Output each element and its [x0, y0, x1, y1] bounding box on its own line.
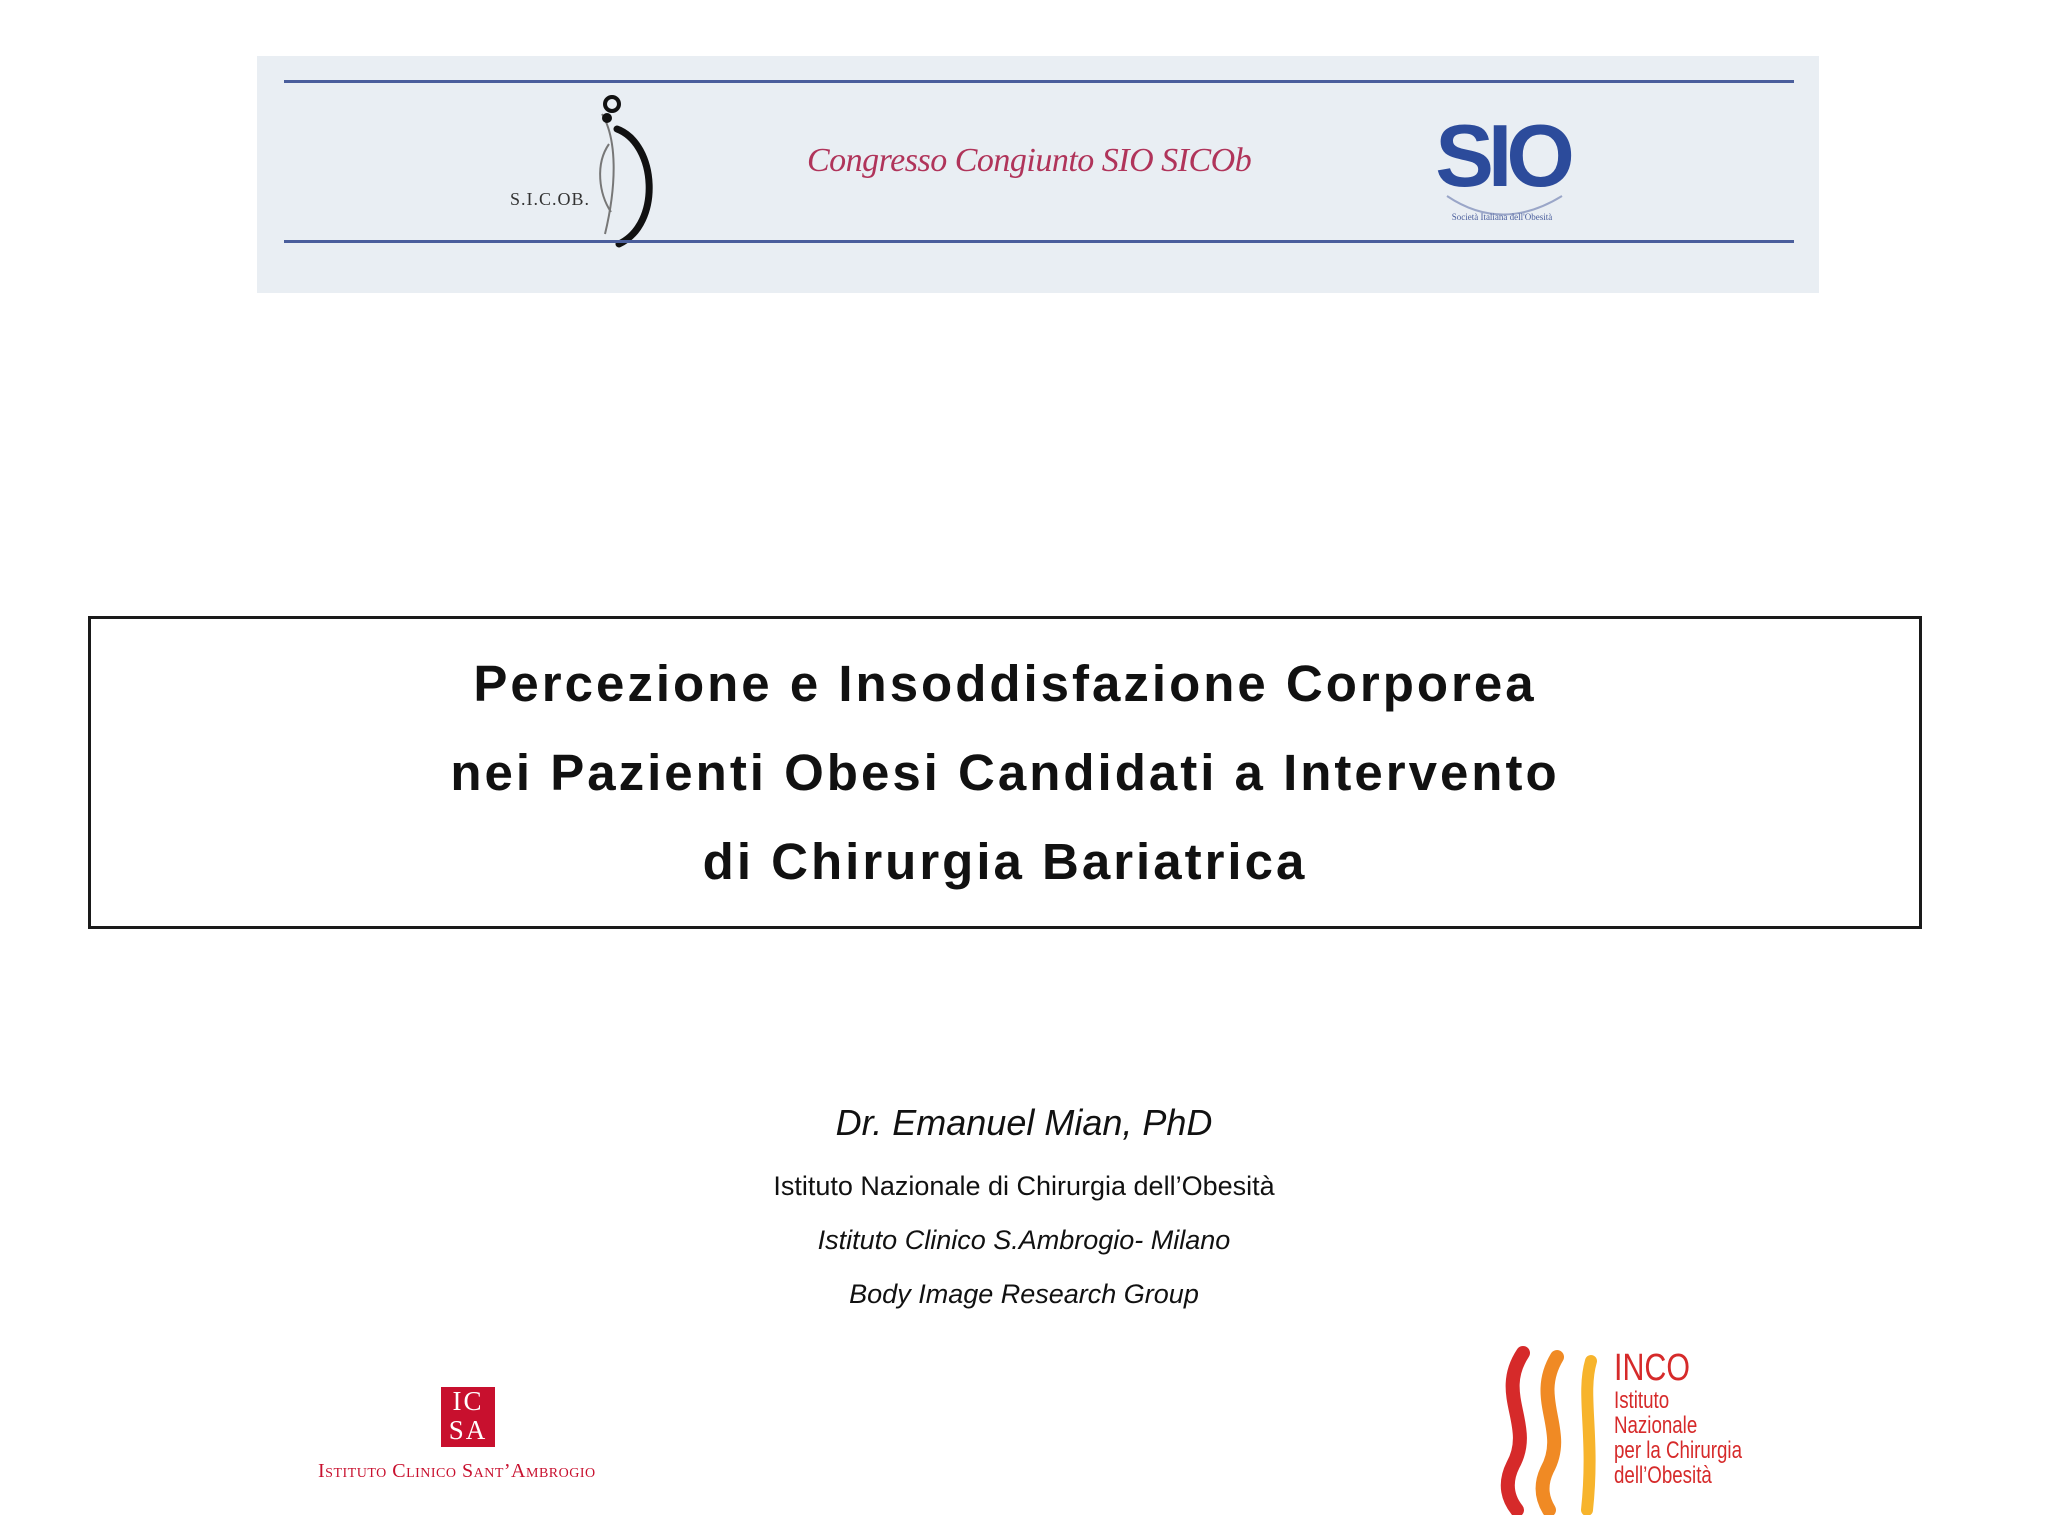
icsa-name: Istituto Clinico Sant’Ambrogio	[318, 1460, 596, 1482]
congress-title: Congresso Congiunto SIO SICOb	[807, 142, 1252, 179]
inco-line-3: per la Chirurgia	[1614, 1437, 1742, 1464]
banner-bottom-rule	[284, 240, 1794, 243]
inco-title: INCO	[1614, 1347, 1690, 1389]
inco-text	[1614, 1348, 1778, 1488]
sio-logo-icon	[1417, 108, 1587, 238]
icsa-mark-bottom: SA	[448, 1415, 488, 1445]
inco-line-4: dell’Obesità	[1614, 1462, 1712, 1489]
sio-logo-text: SIO	[1435, 108, 1569, 205]
affiliation-line-3: Body Image Research Group	[849, 1279, 1199, 1309]
title-box	[88, 616, 1922, 929]
affiliation-line-2: Istituto Clinico S.Ambrogio- Milano	[817, 1225, 1231, 1255]
inco-line-1: Istituto	[1614, 1387, 1670, 1414]
inco-line-2: Nazionale	[1614, 1412, 1698, 1439]
icsa-logo-icon	[441, 1387, 495, 1447]
title-line-1: Percezione e Insoddisfazione Corporea	[473, 655, 1537, 712]
title-line-2: nei Pazienti Obesi Candidati a Intervento	[450, 744, 1560, 801]
icsa-mark-top: IC	[452, 1386, 484, 1416]
affiliation-line-1: Istituto Nazionale di Chirurgia dell’Obesità	[773, 1171, 1275, 1201]
sio-logo-subtitle: Società Italiana dell'Obesità	[1451, 212, 1553, 222]
title-line-3: di Chirurgia Bariatrica	[702, 833, 1308, 890]
sicob-logo-icon	[507, 84, 667, 254]
header-banner	[257, 56, 1819, 293]
banner-top-rule	[284, 80, 1794, 83]
inco-logo-icon	[1495, 1345, 1610, 1515]
sicob-label: S.I.C.OB.	[510, 189, 591, 209]
author-name: Dr. Emanuel Mian, PhD	[835, 1102, 1213, 1143]
